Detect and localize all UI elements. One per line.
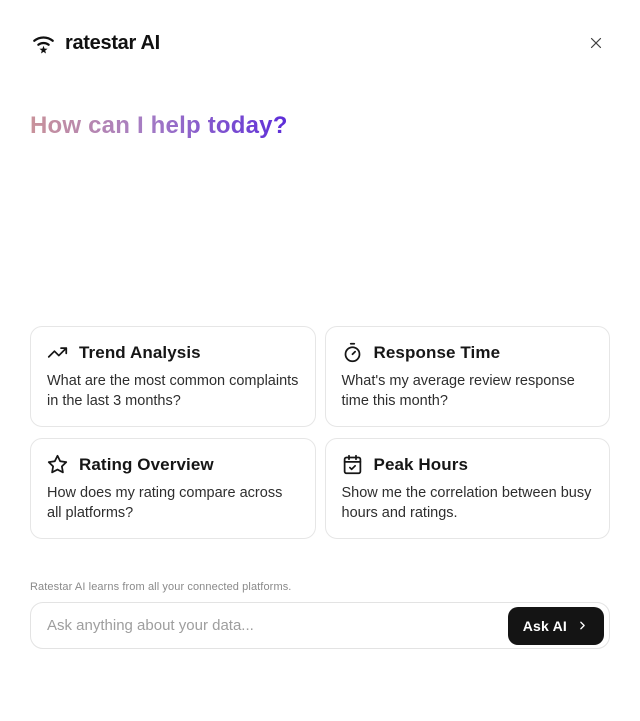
card-title: Rating Overview	[79, 454, 214, 474]
card-title: Response Time	[373, 342, 501, 362]
footer-note: Ratestar AI learns from all your connected platforms.	[30, 581, 292, 593]
suggestion-card-peak-hours[interactable]	[325, 438, 611, 539]
close-icon	[587, 34, 605, 52]
card-header	[47, 342, 299, 363]
wifi-star-icon	[30, 30, 57, 57]
card-description: What are the most common complaints in the last 3 months?	[47, 373, 299, 409]
star-icon	[47, 454, 68, 475]
ask-input[interactable]	[47, 617, 508, 634]
greeting-heading: How can I help today?	[30, 112, 288, 139]
card-header	[342, 342, 594, 363]
card-description: Show me the correlation between busy hours and ratings.	[341, 485, 592, 521]
suggestion-card-trend-analysis[interactable]	[30, 326, 316, 427]
ask-ai-button-label: Ask AI	[522, 617, 567, 634]
card-title: Peak Hours	[373, 454, 469, 474]
card-title: Trend Analysis	[79, 342, 201, 362]
chevron-right-icon	[576, 619, 589, 632]
suggestion-card-response-time[interactable]	[325, 326, 611, 427]
header	[30, 27, 610, 59]
card-description: What's my average review response time this month?	[341, 373, 575, 409]
ask-input-container	[30, 602, 610, 649]
brand-logo	[30, 30, 160, 57]
ask-ai-button[interactable]	[508, 607, 604, 645]
card-description: How does my rating compare across all platforms?	[47, 485, 283, 521]
suggestion-card-rating-overview[interactable]	[30, 438, 316, 539]
brand-name: ratestar AI	[65, 31, 160, 54]
close-button[interactable]	[582, 29, 610, 57]
card-header	[342, 454, 594, 475]
suggestion-cards	[30, 326, 610, 539]
ratestar-ai-panel	[0, 27, 640, 721]
trending-up-icon	[47, 342, 68, 363]
calendar-check-icon	[342, 454, 363, 475]
timer-icon	[342, 342, 363, 363]
card-header	[47, 454, 299, 475]
